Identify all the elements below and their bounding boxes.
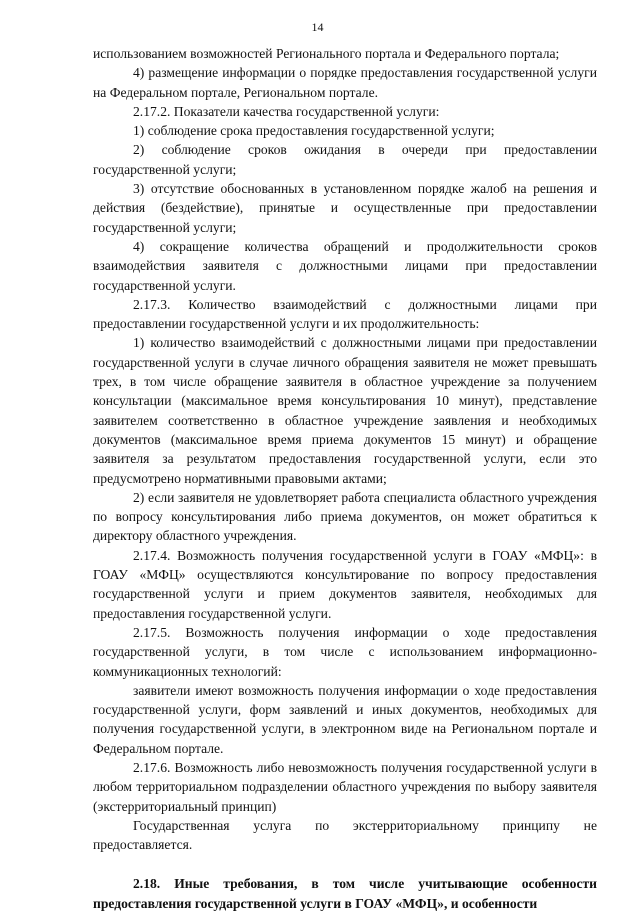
- paragraph: 4) сокращение количества обращений и продолжительности сроков взаимодействия заявителя с должностными лицами при предоставлении государственной услуги.: [93, 238, 597, 293]
- paragraph: заявители имеют возможность получения информации о ходе предоставления государственной услуги, форм заявлений и иных документов, необходимых для получения государственной услуги, в электронном виде на Региональном портале и Федеральном портале.: [93, 682, 597, 756]
- spacer: [93, 854, 597, 874]
- bold-heading: 2.18. Иные требования, в том числе учитывающие особенности предоставления государственной услуги в ГОАУ «МФЦ», и особенности: [93, 876, 597, 911]
- document-body: [93, 44, 597, 913]
- paragraph: 2) соблюдение сроков ожидания в очереди при предоставлении государственной услуги;: [93, 142, 597, 177]
- section-heading: 2.17.2. Показатели качества государственной услуги:: [133, 103, 440, 119]
- paragraph: использованием возможностей Регионального портала и Федерального портала;: [93, 46, 560, 61]
- paragraph: 1) соблюдение срока предоставления государственной услуги;: [133, 123, 495, 139]
- paragraph: Государственная услуга по экстерриториальному принципу не предоставляется.: [93, 817, 597, 853]
- paragraph: 3) отсутствие обоснованных в установленном порядке жалоб на решения и действия (бездействие), принятые и осуществленные при предоставлении государственной услуги;: [93, 181, 597, 235]
- section-heading: 2.17.6. Возможность либо невозможность получения государственной услуги в любом территориальном подразделении областного учреждения по выбору заявителя (экстерриториальный принцип): [93, 759, 597, 814]
- section-heading: 2.17.4. Возможность получения государственной услуги в ГОАУ «МФЦ»: в ГОАУ «МФЦ» осуществляются консультирование по вопросу предоставления государственной услуги и прием документов заявителя, необходимых для предоставления государственной услуги.: [93, 547, 597, 621]
- page-number: 14: [311, 20, 324, 34]
- paragraph: 2) если заявителя не удовлетворяет работа специалиста областного учреждения по вопросу консультирования либо приема документов, он может обратиться к директору областного учреждения.: [93, 489, 597, 544]
- section-heading: 2.17.5. Возможность получения информации о ходе предоставления государственной услуги, в том числе с использованием информационно-коммуникационных технологий:: [93, 624, 597, 679]
- section-heading: 2.17.3. Количество взаимодействий с должностными лицами при предоставлении государственной услуги и их продолжительность:: [93, 296, 597, 332]
- paragraph: 4) размещение информации о порядке предоставления государственной услуги на Федеральном портале, Региональном портале.: [93, 65, 597, 100]
- paragraph: 1) количество взаимодействий с должностными лицами при предоставлении государственной услуги в случае личного обращения заявителя не может превышать трех, в том числе обращение заявителя в областное учреждение за получением консультации (максимальное время консультирования 10 минут), представление заявителем соответственно в областное учреждение заявления и необходимых документов (максимальное время приема документов 15 минут) и обращение заявителя за результатом предоставления государственной услуги, если это предусмотрено нормативными правовыми актами;: [93, 335, 597, 486]
